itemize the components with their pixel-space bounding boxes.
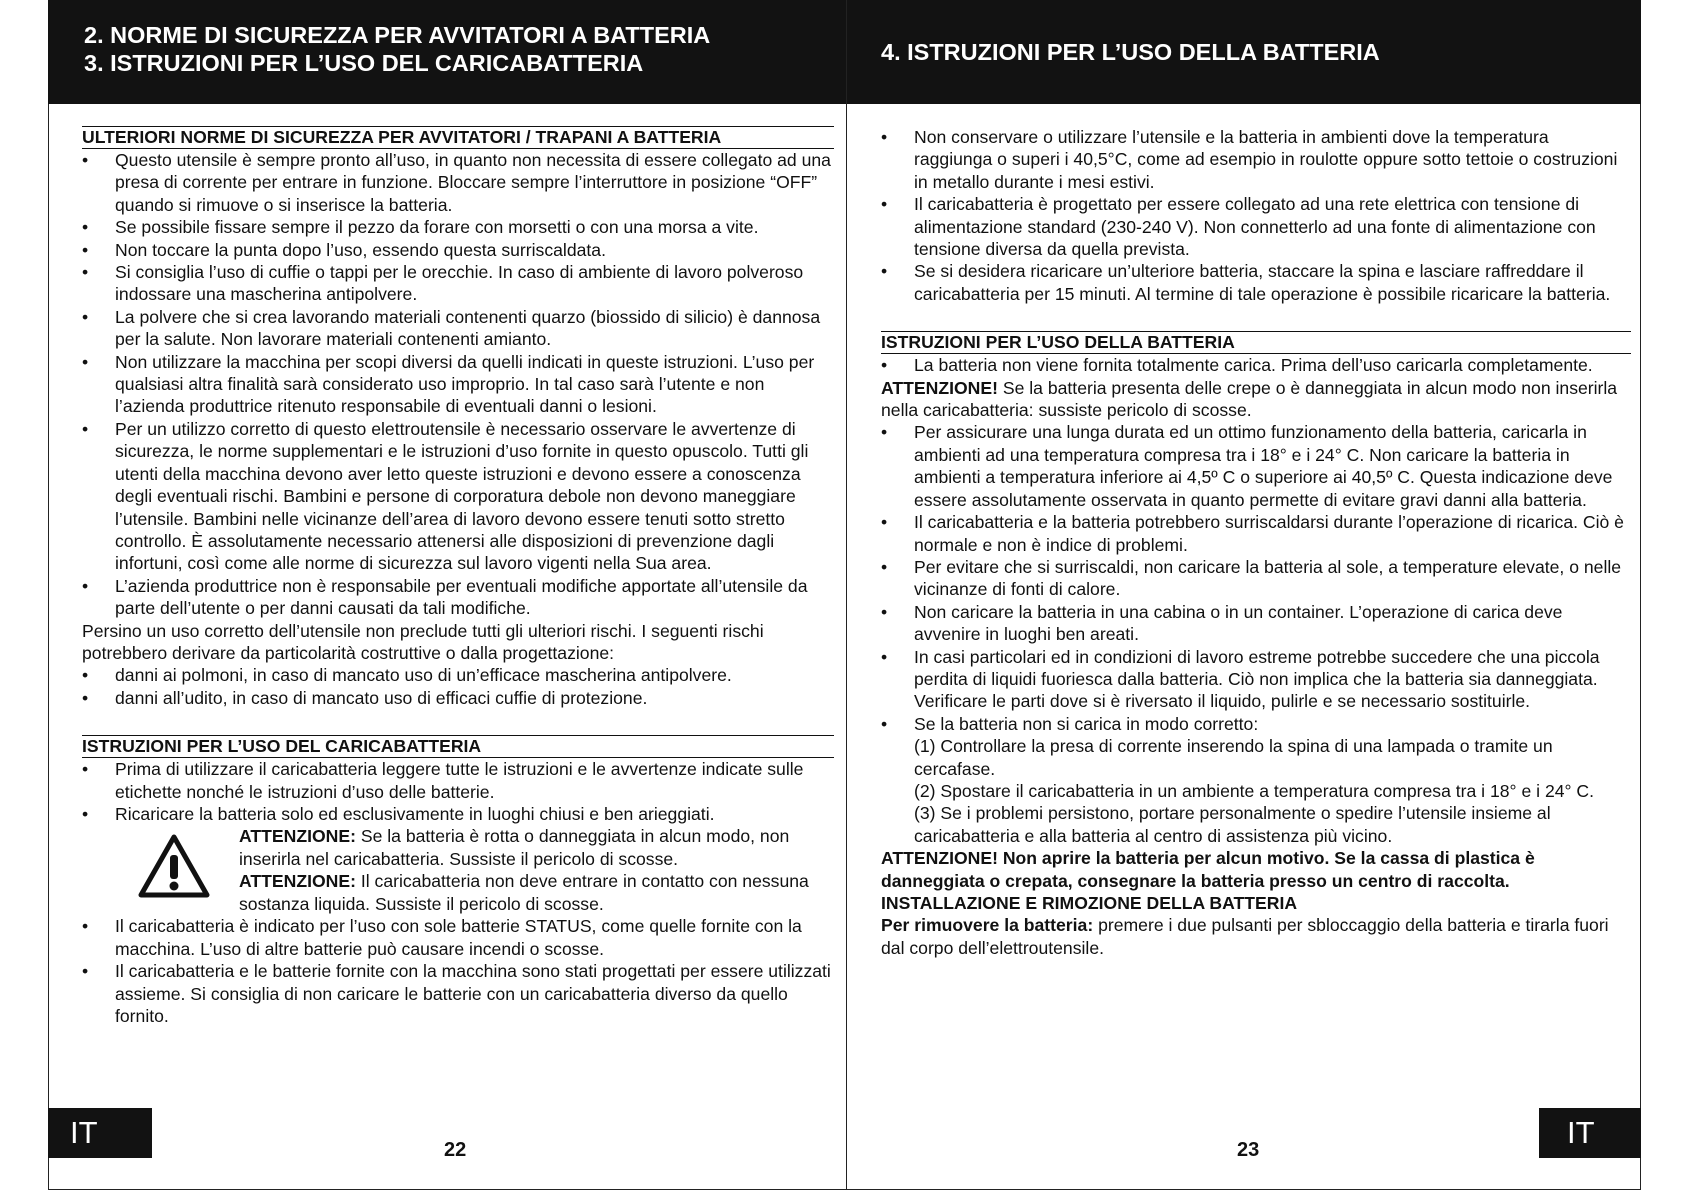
list-item: • Non utilizzare la macchina per scopi diversi da quelli indicati in queste istruzioni. L’uso per qualsiasi altra finalità sarà considerato uso improprio. In tal caso sarà l’utente e non l’azienda produttrice ritenuto responsabile di eventuali danni o lesioni. — [82, 351, 834, 418]
warning-triangle-icon — [138, 833, 210, 899]
charger-list-b — [82, 915, 834, 1027]
page-number: 22 — [444, 1139, 467, 1161]
step-1: (1) Controllare la presa di corrente inserendo la spina di una lampada o tramite un cercafase. — [914, 736, 1553, 779]
list-item: • Il caricabatteria è progettato per essere collegato ad una rete elettrica con tensione di alimentazione standard (230-240 V). Non connetterlo ad una fonte di alimentazione con tensione diversa da quella prevista. — [881, 193, 1631, 260]
list-item: • Questo utensile è sempre pronto all’uso, in quanto non necessita di essere collegato ad una presa di corrente per entrare in funzione. Bloccare sempre l’interruttore in posizione “OFF” quando si rimuove o si inserisce la batteria. — [82, 149, 834, 216]
list-item: • Se si desidera ricaricare un’ulteriore batteria, staccare la spina e lasciare raffreddare il caricabatteria per 15 minuti. Al termine di tale operazione è possibile ricaricare la batteria. — [881, 260, 1631, 305]
list-item: • Prima di utilizzare il caricabatteria leggere tutte le istruzioni e le avvertenze indicate sulle etichette nonché le istruzioni d’uso delle batterie. — [82, 758, 834, 803]
section-title-charger: ISTRUZIONI PER L’USO DEL CARICABATTERIA — [82, 735, 834, 758]
bold-warning: ATTENZIONE! Non aprire la batteria per alcun motivo. Se la cassa di plastica è danneggiata o crepata, consegnare la batteria presso un centro di raccolta. — [881, 848, 1535, 891]
charger-list-a — [82, 758, 834, 825]
remove-paragraph: Per rimuovere la batteria: premere i due pulsanti per sbloccaggio della batteria e tirarla fuori dal corpo dell’elettroutensile. — [881, 915, 1609, 958]
right-page — [847, 0, 1641, 1190]
right-page-header — [847, 0, 1641, 104]
list-item: • Per un utilizzo corretto di questo elettroutensile è necessario osservare le avvertenze di sicurezza, le norme supplementari e le istruzioni d’uso fornite in questo opuscolo. Tutti gli utenti della macchina devono aver letto queste istruzioni e devono essere a conoscenza degli eventuali rischi. Bambini e persone di corporatura debole non devono maneggiare l’utensile. Bambini nelle vicinanze dell’area di lavoro devono essere tenuti sotto stretto controllo. È assolutamente necessario attenersi alle disposizioni di prevenzione dagli infortuni, così come alle norme di sicurezza sul lavoro vigenti nella Sua area. — [82, 418, 834, 575]
residual-risk-paragraph: Persino un uso corretto dell’utensile non preclude tutti gli ulteriori rischi. I seguenti rischi potrebbero derivare da particolarità costruttive o dalla progettazione: — [82, 620, 764, 663]
section-title-safety: ULTERIORI NORME DI SICUREZZA PER AVVITATORI / TRAPANI A BATTERIA — [82, 126, 834, 149]
header-line-1: 2. NORME DI SICUREZZA PER AVVITATORI A BATTERIA — [84, 22, 711, 48]
list-item: • danni all’udito, in caso di mancato uso di efficaci cuffie di protezione. — [82, 687, 834, 709]
list-item: • Ricaricare la batteria solo ed esclusivamente in luoghi chiusi e ben arieggiati. — [82, 803, 834, 825]
list-item: • L’azienda produttrice non è responsabile per eventuali modifiche apportate all’utensile da parte dell’utente o per danni causati da tali modifiche. — [82, 575, 834, 620]
list-item: • Il caricabatteria e la batteria potrebbero surriscaldarsi durante l’operazione di ricarica. Ciò è normale e non è indice di problemi. — [881, 511, 1631, 556]
header-line-1: 4. ISTRUZIONI PER L’USO DELLA BATTERIA — [881, 39, 1380, 65]
left-page-body — [82, 126, 834, 1027]
warning-1: ATTENZIONE: Se la batteria è rotta o danneggiata in alcun modo, non inserirla nel caricabatteria. Sussiste il pericolo di scosse. — [239, 826, 790, 869]
list-item: • La polvere che si crea lavorando materiali contenenti quarzo (biossido di silicio) è dannosa per la salute. Non lavorare materiali contenenti amianto. — [82, 306, 834, 351]
warning-block — [82, 825, 834, 915]
language-tag: IT — [1539, 1108, 1641, 1158]
warning-2: ATTENZIONE: Il caricabatteria non deve entrare in contatto con nessuna sostanza liquida. Sussiste il pericolo di scosse. — [239, 871, 809, 914]
step-2: (2) Spostare il caricabatteria in un ambiente a temperatura compresa tra i 18° e i 24° C. — [914, 780, 1595, 801]
list-item: • Per assicurare una lunga durata ed un ottimo funzionamento della batteria, caricarla in ambienti ad una temperatura compresa tra i 18° e i 24° C. Non caricare la batteria in ambienti a temperatura inferiore ai 4,5º C o superiore ai 40,5º C. Questa indicazione deve essere assolutamente osservata in quanto permette di evitare gravi danni alla batteria. — [881, 421, 1631, 511]
list-item: • Non conservare o utilizzare l’utensile e la batteria in ambienti dove la temperatura raggiunga o superi i 40,5°C, come ad esempio in roulotte oppure sotto tettoie o costruzioni in metallo durante i mesi estivi. — [881, 126, 1631, 193]
header-line-2: 3. ISTRUZIONI PER L’USO DEL CARICABATTERIA — [84, 50, 644, 76]
list-item: • Il caricabatteria e le batterie fornite con la macchina sono stati progettati per essere utilizzati assieme. Si consiglia di non caricare le batterie con un caricabatteria diverso da quello fornito. — [82, 960, 834, 1027]
list-item: • La batteria non viene fornita totalmente carica. Prima dell’uso caricarla completamente. — [881, 354, 1631, 376]
list-item: • In casi particolari ed in condizioni di lavoro estreme potrebbe succedere che una piccola perdita di liquidi fuoriesca dalla batteria. Ciò non implica che la batteria sia danneggiata. Verificare le parti dove si è riversato il liquido, pulirle e se necessario sostituirle. — [881, 646, 1631, 713]
language-tag: IT — [48, 1108, 152, 1158]
list-item: • Non toccare la punta dopo l’uso, essendo questa surriscaldata. — [82, 239, 834, 261]
list-item: • Si consiglia l’uso di cuffie o tappi per le orecchie. In caso di ambiente di lavoro polveroso indossare una mascherina antipolvere. — [82, 261, 834, 306]
list-item: • danni ai polmoni, in caso di mancato uso di un’efficace mascherina antipolvere. — [82, 664, 834, 686]
battery-list — [881, 421, 1631, 735]
list-item: • Se la batteria non si carica in modo corretto: — [881, 713, 1631, 735]
intro-list — [881, 126, 1631, 305]
right-page-body — [881, 126, 1631, 959]
section-title-battery: ISTRUZIONI PER L’USO DELLA BATTERIA — [881, 331, 1631, 354]
attention-paragraph: ATTENZIONE! Se la batteria presenta delle crepe o è danneggiata in alcun modo non inserirla nella caricabatteria: sussiste pericolo di scosse. — [881, 377, 1618, 421]
list-item: • Il caricabatteria è indicato per l’uso con sole batterie STATUS, come quelle fornite con la macchina. L’uso di altre batterie può causare incendi o scosse. — [82, 915, 834, 960]
left-page-header — [48, 0, 846, 104]
install-title: INSTALLAZIONE E RIMOZIONE DELLA BATTERIA — [881, 893, 1298, 913]
safety-list — [82, 149, 834, 620]
list-item: • Per evitare che si surriscaldi, non caricare la batteria al sole, a temperature elevate, o nelle vicinanze di fonti di calore. — [881, 556, 1631, 601]
left-page — [48, 0, 846, 1190]
list-item: • Se possibile fissare sempre il pezzo da forare con morsetti o con una morsa a vite. — [82, 216, 834, 238]
list-item: • Non caricare la batteria in una cabina o in un container. L’operazione di carica deve avvenire in luoghi ben areati. — [881, 601, 1631, 646]
page-number: 23 — [1237, 1139, 1260, 1161]
step-3: (3) Se i problemi persistono, portare personalmente o spedire l’utensile insieme al caricabatteria e alla batteria al centro di assistenza più vicino. — [914, 803, 1551, 846]
residual-risk-list — [82, 664, 834, 709]
battery-first-list — [881, 354, 1631, 376]
